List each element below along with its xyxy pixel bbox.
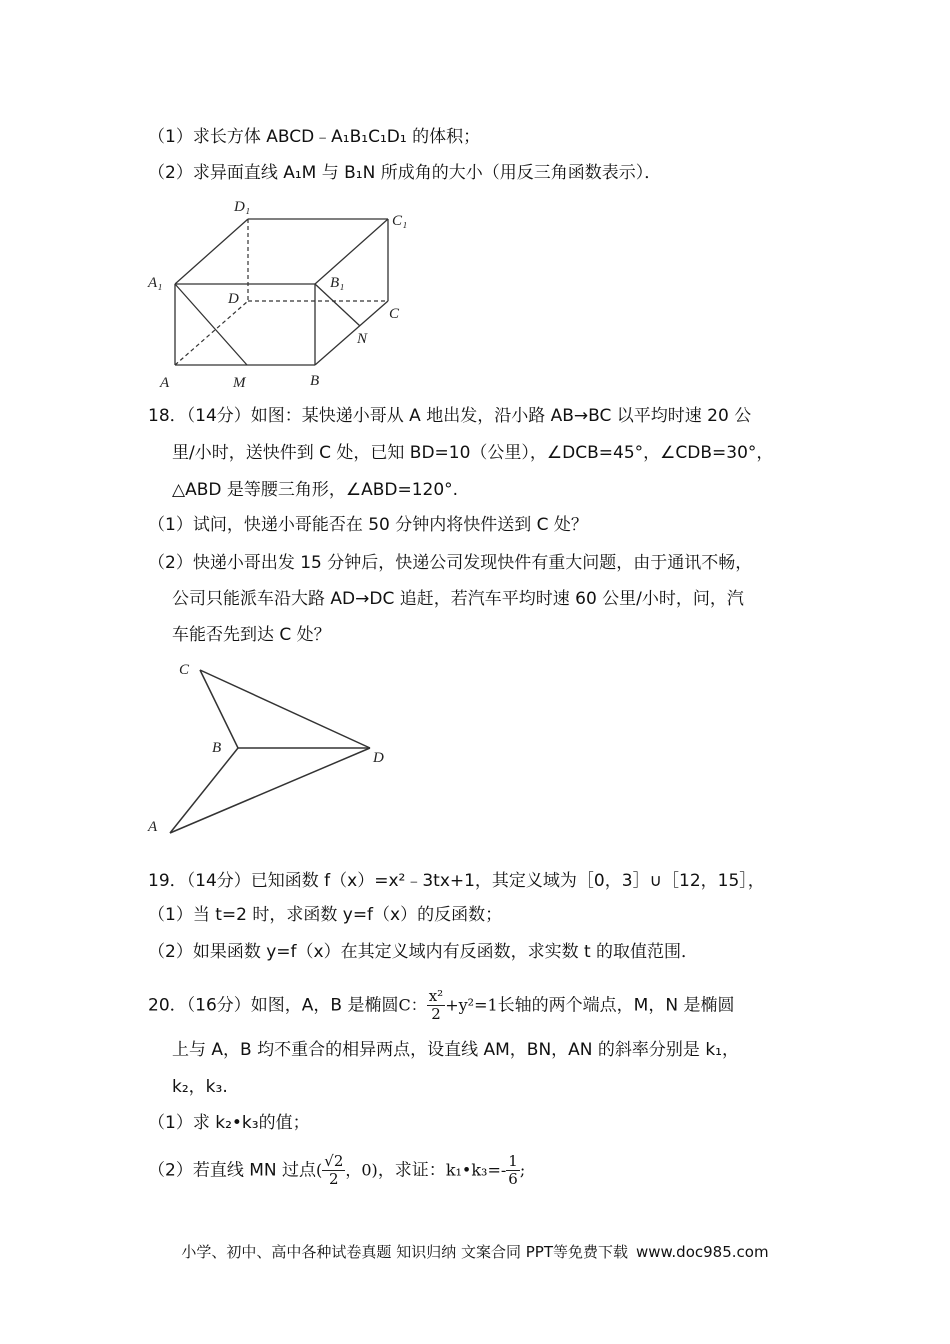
- q20-line1-b: 长轴的两个端点，M，N 是椭圆: [497, 995, 735, 1016]
- ellipse-eq-den: 2: [431, 1005, 441, 1023]
- minus-sign: -: [500, 1160, 507, 1180]
- q18-part2-line2: 公司只能派车沿大路 AD→DC 追赶，若汽车平均时速 60 公里/小时，问，汽: [172, 589, 744, 609]
- page-footer: [0, 1241, 950, 1262]
- q18-line1: 18．（14分）如图：某快递小哥从 A 地出发，沿小路 AB→BC 以平均时速 20 公: [148, 406, 752, 426]
- label-C1: C₁: [392, 213, 408, 229]
- footer-text: 小学、初中、高中各种试卷真题 知识归纳 文案合同 PPT等免费下载: [181, 1243, 628, 1261]
- q20-line2: 上与 A，B 均不重合的相异两点，设直线 AM，BN，AN 的斜率分别是 k₁，: [172, 1040, 739, 1060]
- point-den: 2: [329, 1170, 339, 1188]
- label-N: N: [357, 331, 368, 347]
- q18-part2-line1: （2）快递小哥出发 15 分钟后，快递公司发现快件有重大问题，由于通讯不畅，: [148, 553, 753, 573]
- q19-part2: （2）如果函数 y=f（x）在其定义域内有反函数，求实数 t 的取值范围．: [148, 942, 699, 962]
- q20-part2-a: （2）若直线 MN 过点: [148, 1160, 317, 1181]
- kite-figure: [140, 655, 400, 840]
- q18-part1: （1）试问，快递小哥能否在 50 分钟内将快件送到 C 处？: [148, 515, 588, 535]
- result-den: 6: [508, 1170, 518, 1188]
- q20-line1-a: 20．（16分）如图，A，B 是椭圆: [148, 995, 399, 1016]
- q20-line1: [148, 988, 734, 1023]
- slope-product: k₁•k₃=: [445, 1160, 501, 1180]
- q17-part2: （2）求异面直线 A₁M 与 B₁N 所成角的大小（用反三角函数表示）．: [148, 163, 662, 183]
- label-A1: A₁: [148, 275, 163, 291]
- cuboid-figure: [140, 195, 440, 395]
- point-fraction: [322, 1153, 345, 1188]
- q20-part2-b: ，求证：: [377, 1160, 446, 1181]
- q20-line3: k₂，k₃.: [172, 1077, 228, 1097]
- ellipse-eq-prefix: C：: [398, 995, 427, 1015]
- label-B1: B₁: [330, 275, 345, 291]
- point-num: √2: [324, 1152, 344, 1170]
- label-D: D: [228, 291, 239, 307]
- label-A: A: [160, 375, 170, 391]
- q20-part1: （1）求 k₂•k₃的值；: [148, 1113, 310, 1133]
- label-C: C: [389, 306, 400, 322]
- ellipse-eq-rest: +y²=1: [445, 995, 498, 1015]
- label-D1: D₁: [234, 199, 251, 215]
- result-num: 1: [508, 1152, 518, 1170]
- q19-line1: 19．（14分）已知函数 f（x）=x²﹣3tx+1，其定义域为［0，3］∪［12，15］，: [148, 871, 765, 891]
- q19-part1: （1）当 t=2 时，求函数 y=f（x）的反函数；: [148, 905, 503, 925]
- footer-url[interactable]: www.doc985.com: [635, 1243, 769, 1261]
- ellipse-eq-fraction: [427, 988, 445, 1023]
- q18-part2-line3: 车能否先到达 C 处？: [172, 625, 331, 645]
- label-B: B: [310, 373, 320, 389]
- label-D: D: [373, 750, 384, 766]
- result-fraction: [506, 1153, 520, 1188]
- q17-part1: （1）求长方体 ABCD﹣A₁B₁C₁D₁ 的体积；: [148, 127, 481, 147]
- label-A: A: [148, 819, 158, 835]
- q18-line3: △ABD 是等腰三角形，∠ABD=120°.: [172, 480, 459, 500]
- label-C: C: [179, 662, 190, 678]
- ellipse-eq-num: x²: [428, 987, 444, 1005]
- point-rest: ，0): [345, 1160, 378, 1180]
- label-M: M: [233, 375, 246, 391]
- q18-line2: 里/小时，送快件到 C 处，已知 BD=10（公里），∠DCB=45°，∠CDB=30°，: [172, 443, 774, 463]
- end-semicolon: ;: [519, 1160, 526, 1180]
- label-B: B: [212, 740, 222, 756]
- q20-part2: （2）若直线 MN 过点( $\frac{√2}{2}$ ，0)，求证：k₁•k₃=- $\frac{1}{6}$ ;: [148, 1152, 526, 1188]
